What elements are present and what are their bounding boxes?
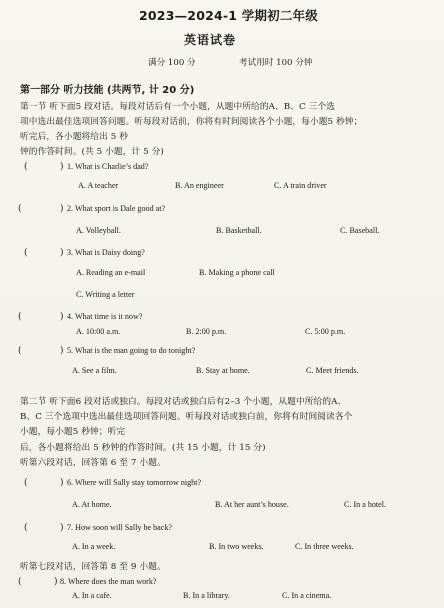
question-6-stem: 6. Where will Sally stay tomorrow night? [67, 478, 202, 487]
question-3-option-b: B. Making a phone call [199, 268, 275, 277]
question-2-option-c: C. Baseball. [340, 226, 380, 235]
question-1-stem: 1. What is Charlie’s dad? [67, 162, 149, 171]
dialogue-6-prompt: 听第六段对话，回答第 6 至 7 小题。 [20, 458, 166, 468]
question-4-option-c: C. 5:00 p.m. [305, 327, 346, 336]
answer-blank-close: ) [60, 162, 64, 172]
question-8-option-c: C. In a cinema. [282, 591, 332, 600]
answer-blank-open: ( [24, 478, 28, 488]
exam-subtitle: 英语试卷 [184, 33, 237, 47]
question-2-stem: 2. What sport is Dale good at? [67, 204, 166, 213]
question-2-option-b: B. Basketball. [216, 226, 262, 235]
question-7-option-b: B. In two weeks. [209, 542, 264, 551]
section1-instruction-line4: 钟的作答时间。(共 5 小题，计 5 分) [20, 147, 164, 157]
question-4-stem: 4. What time is it now? [67, 312, 143, 321]
section2-instruction-line4: 后，各小题将给出 5 秒钟的作答时间。(共 15 小题，计 15 分) [20, 443, 266, 453]
section1-instruction-line3: 听完后，各小题将给出 5 秒 [20, 132, 129, 142]
answer-blank-open: ( [18, 312, 22, 322]
question-6-option-b: B. At her aunt’s house. [215, 500, 289, 509]
answer-blank-open: ( [24, 248, 28, 258]
answer-blank-open: ( [18, 204, 22, 214]
answer-blank-close: ) [54, 577, 58, 587]
question-8-option-a: A. In a cafe. [72, 591, 112, 600]
question-6-option-c: C. In a hotel. [344, 500, 387, 509]
dialogue-7-prompt: 听第七段对话，回答第 8 至 9 小题。 [20, 562, 166, 572]
part1-title: 第一部分 听力技能 (共两节, 计 20 分) [20, 85, 195, 96]
question-3-stem: 3. What is Daisy doing? [67, 248, 145, 257]
exam-title: 2023—2024-1 学期初二年级 [139, 8, 318, 23]
question-1-option-b: B. An engineer [175, 181, 224, 190]
question-2-option-a: A. Volleyball. [76, 226, 121, 235]
section1-instruction-line1: 第一节 听下面5 段对话。每段对话后有一个小题，从题中所给的A、B、C 三个选 [20, 102, 336, 112]
question-3-option-c: C. Writing a letter [76, 290, 135, 299]
question-4-option-a: A. 10:00 a.m. [76, 327, 121, 336]
answer-blank-open: ( [24, 523, 28, 533]
question-5-option-c: C. Meet friends. [306, 366, 359, 375]
section2-instruction-line1: 第二节 听下面6 段对话或独白。每段对话或独白后有2–3 个小题，从题中所给的A、 [20, 397, 347, 407]
answer-blank-open: ( [18, 346, 22, 356]
question-1-option-a: A. A teacher [78, 181, 119, 190]
question-3-option-a: A. Reading an e-mail [76, 268, 146, 277]
question-7-stem: 7. How soon will Sally be back? [67, 523, 172, 532]
question-6-option-a: A. At home. [72, 500, 112, 509]
question-5-option-b: B. Stay at home. [196, 366, 250, 375]
question-8-stem: 8. Where does the man work? [60, 577, 157, 586]
answer-blank-open: ( [18, 577, 22, 587]
answer-blank-close: ) [60, 312, 64, 322]
question-7-option-a: A. In a week. [72, 542, 116, 551]
section1-instruction-line2: 项中选出最佳选项回答问题。听每段对话前，你将有时间阅读各个小题，每小题5 秒钟； [20, 117, 363, 127]
answer-blank-close: ) [60, 346, 64, 356]
question-1-option-c: C. A train driver [274, 181, 327, 190]
answer-blank-close: ) [60, 204, 64, 214]
answer-blank-close: ) [60, 248, 64, 258]
section2-instruction-line3: 小题，每小题5 秒钟；听完 [20, 427, 126, 437]
section2-instruction-line2: B、C 三个选项中选出最佳选项回答问题。听每段对话或独白前，你将有时间阅读各个 [20, 412, 353, 422]
question-5-stem: 5. What is the man going to do tonight? [67, 346, 196, 355]
question-4-option-b: B. 2:00 p.m. [186, 327, 227, 336]
answer-blank-close: ) [60, 523, 64, 533]
question-7-option-c: C. In three weeks. [295, 542, 354, 551]
answer-blank-open: ( [24, 162, 28, 172]
question-5-option-a: A. See a film. [72, 366, 117, 375]
answer-blank-close: ) [60, 478, 64, 488]
full-score: 满分 100 分 [148, 58, 196, 68]
exam-time: 考试用时 100 分钟 [239, 58, 313, 68]
question-8-option-b: B. In a library. [183, 591, 230, 600]
